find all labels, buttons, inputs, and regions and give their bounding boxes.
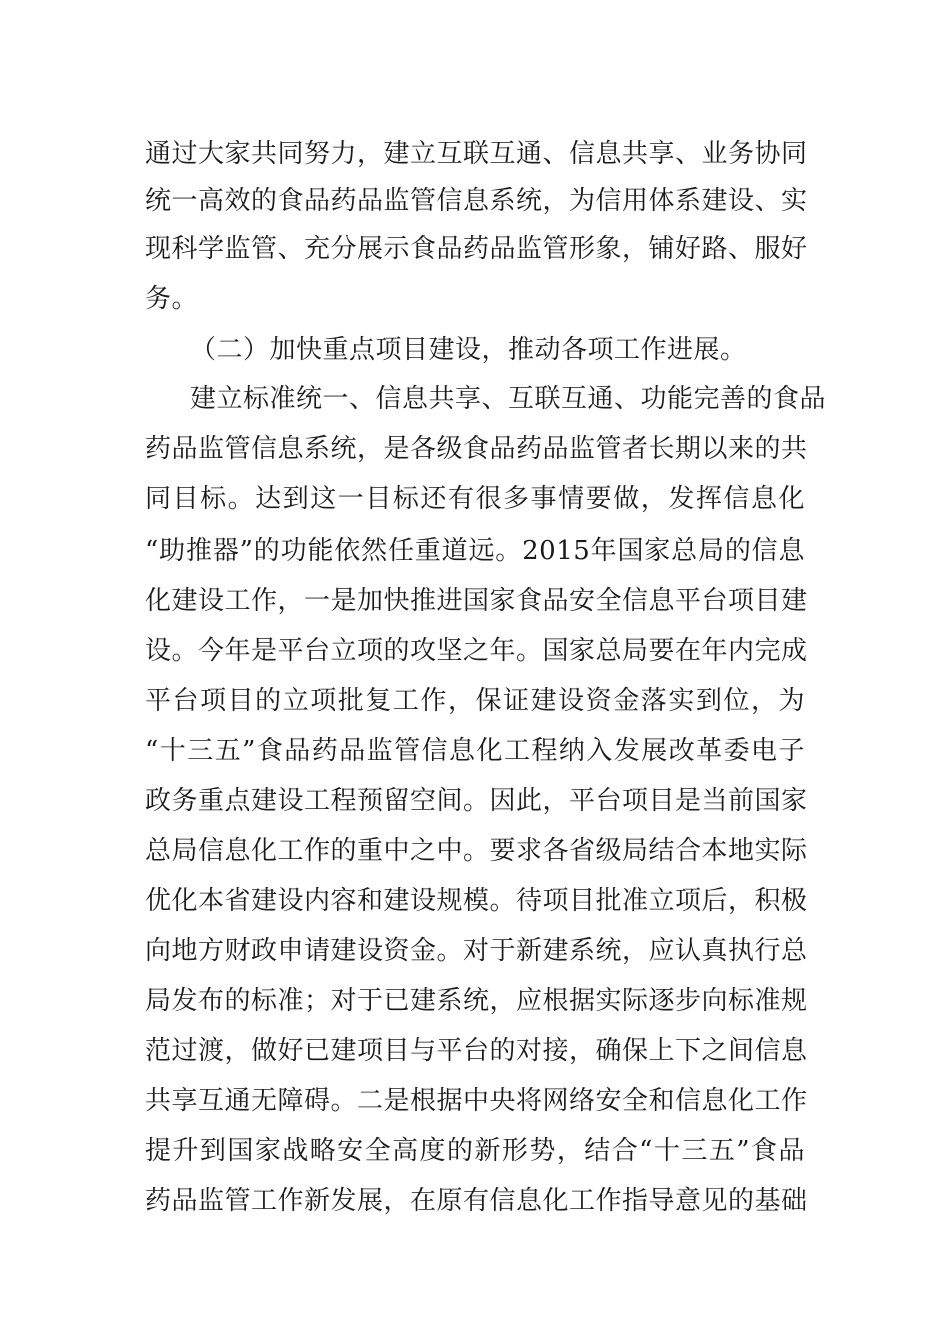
text-line: 优化本省建设内容和建设规模。待项目批准立项后，积极 bbox=[145, 886, 808, 916]
text-line: 平台项目的立项批复工作，保证建设资金落实到位，为 bbox=[145, 686, 805, 716]
text-line: 药品监管信息系统，是各级食品药品监管者长期以来的共 bbox=[145, 434, 808, 464]
text-line: 通过大家共同努力，建立互联互通、信息共享、业务协同 bbox=[145, 139, 808, 169]
text-line: 现科学监管、充分展示食品药品监管形象，铺好路、服好 bbox=[145, 234, 808, 264]
text-line: 统一高效的食品药品监管信息系统，为信用体系建设、实 bbox=[145, 186, 808, 216]
text-line: 提升到国家战略安全高度的新形势，结合“十三五”食品 bbox=[145, 1136, 805, 1166]
text-line: 同目标。达到这一目标还有很多事情要做，发挥信息化 bbox=[145, 484, 805, 514]
text-line: 向地方财政申请建设资金。对于新建系统，应认真执行总 bbox=[145, 936, 808, 966]
text-line: 政务重点建设工程预留空间。因此，平台项目是当前国家 bbox=[145, 786, 808, 816]
text-line: 化建设工作，一是加快推进国家食品安全信息平台项目建 bbox=[145, 586, 808, 616]
text-line: 建立标准统一、信息共享、互联互通、功能完善的食品 bbox=[190, 384, 827, 414]
text-line: “十三五”食品药品监管信息化工程纳入发展改革委电子 bbox=[145, 736, 805, 766]
text-line: 药品监管工作新发展，在原有信息化工作指导意见的基础 bbox=[145, 1186, 808, 1216]
text-line: 总局信息化工作的重中之中。要求各省级局结合本地实际 bbox=[145, 836, 808, 866]
text-line: 范过渡，做好已建项目与平台的对接，确保上下之间信息 bbox=[145, 1036, 808, 1066]
section-heading: （二）加快重点项目建设，推动各项工作进展。 bbox=[190, 335, 747, 365]
text-line: 局发布的标准；对于已建系统，应根据实际逐步向标准规 bbox=[145, 986, 808, 1016]
text-line: 务。 bbox=[145, 284, 199, 314]
text-line: “助推器”的功能依然任重道远。2015年国家总局的信息 bbox=[145, 536, 805, 566]
text-line: 共享互通无障碍。二是根据中央将网络安全和信息化工作 bbox=[145, 1086, 808, 1116]
text-line: 设。今年是平台立项的攻坚之年。国家总局要在年内完成 bbox=[145, 636, 808, 666]
